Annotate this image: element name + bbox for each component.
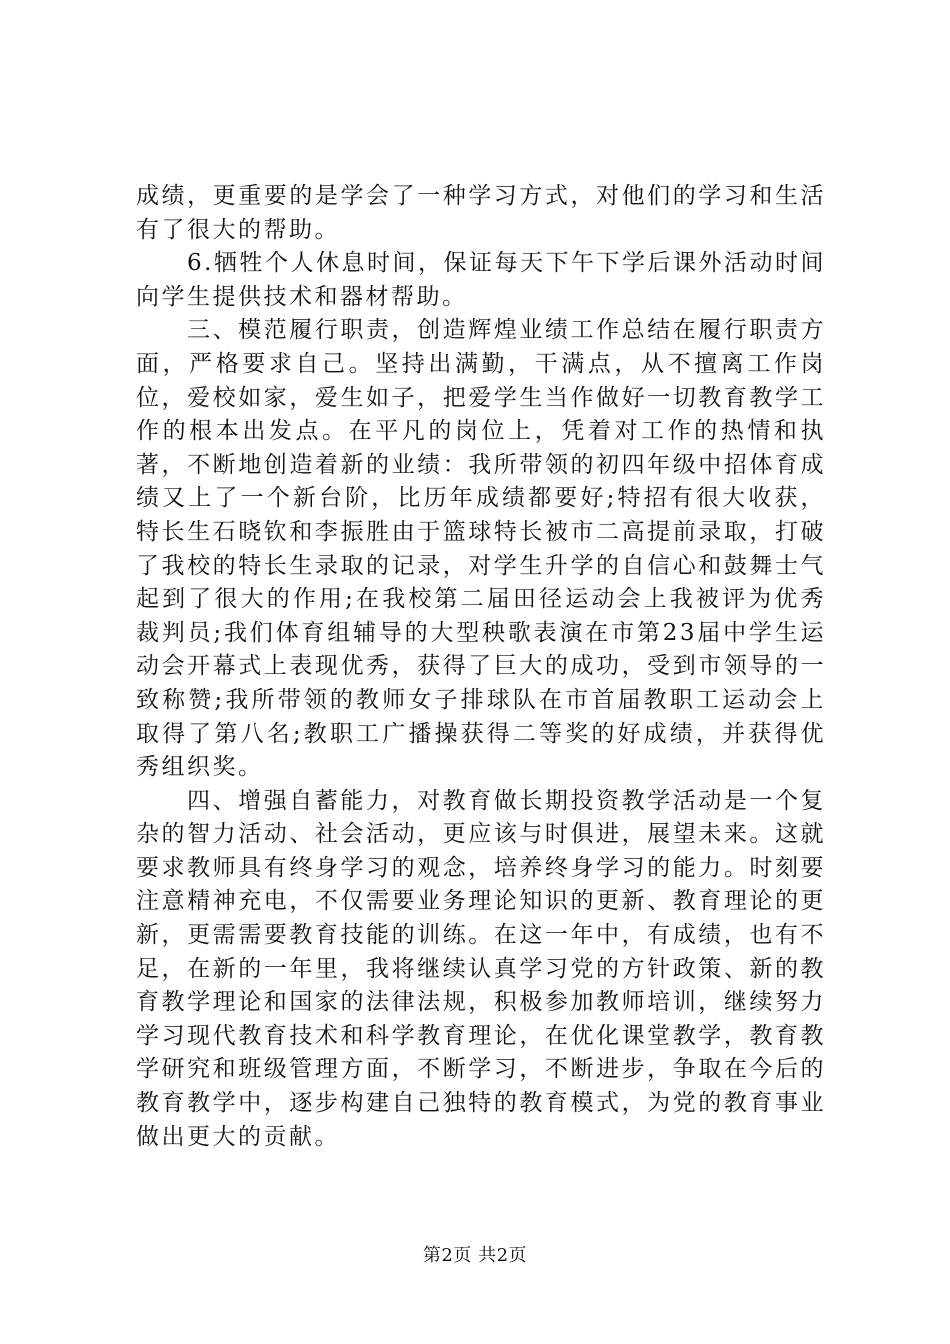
paragraph-section-3: 三、模范履行职责，创造辉煌业绩工作总结在履行职责方面，严格要求自己。坚持出满勤，干满点，从不擅离工作岗位，爱校如家，爱生如子，把爱学生当作做好一切教育教学工作的根本出发点。在平凡的岗位上，凭着对工作的热情和执著，不断地创造着新的业绩：我所带领的初四年级中招体育成绩又上了一个新台阶，比历年成绩都要好;特招有很大收获，特长生石晓钦和李振胜由于篮球特长被市二高提前录取，打破了我校的特长生录取的记录，对学生升学的自信心和鼓舞士气起到了很大的作用;在我校第二届田径运动会上我被评为优秀裁判员;我们体育组辅导的大型秧歌表演在市第23届中学生运动会开幕式上表现优秀，获得了巨大的成功，受到市领导的一致称赞;我所带领的教师女子排球队在市首届教职工运动会上取得了第八名;教职工广播操获得二等奖的好成绩，并获得优秀组织奖。 xyxy=(136,317,826,781)
document-body xyxy=(136,180,826,1154)
page-footer: 第2页 共2页 xyxy=(422,1245,528,1266)
paragraph-item-6: 6.牺牲个人休息时间，保证每天下午下学后课外活动时间向学生提供技术和器材帮助。 xyxy=(136,250,826,310)
paragraph-continuation: 成绩，更重要的是学会了一种学习方式，对他们的学习和生活有了很大的帮助。 xyxy=(136,183,826,243)
paragraph-section-4: 四、增强自蓄能力，对教育做长期投资教学活动是一个复杂的智力活动、社会活动，更应该与时俱进，展望未来。这就要求教师具有终身学习的观念，培养终身学习的能力。时刻要注意精神充电，不仅需要业务理论知识的更新、教育理论的更新，更需需要教育技能的训练。在这一年中，有成绩，也有不足，在新的一年里，我将继续认真学习党的方针政策、新的教育教学理论和国家的法律法规，积极参加教师培训，继续努力学习现代教育技术和科学教育理论，在优化课堂教学，教育教学研究和班级管理方面，不断学习，不断进步，争取在今后的教育教学中，逐步构建自己独特的教育模式，为党的教育事业做出更大的贡献。 xyxy=(136,787,826,1150)
